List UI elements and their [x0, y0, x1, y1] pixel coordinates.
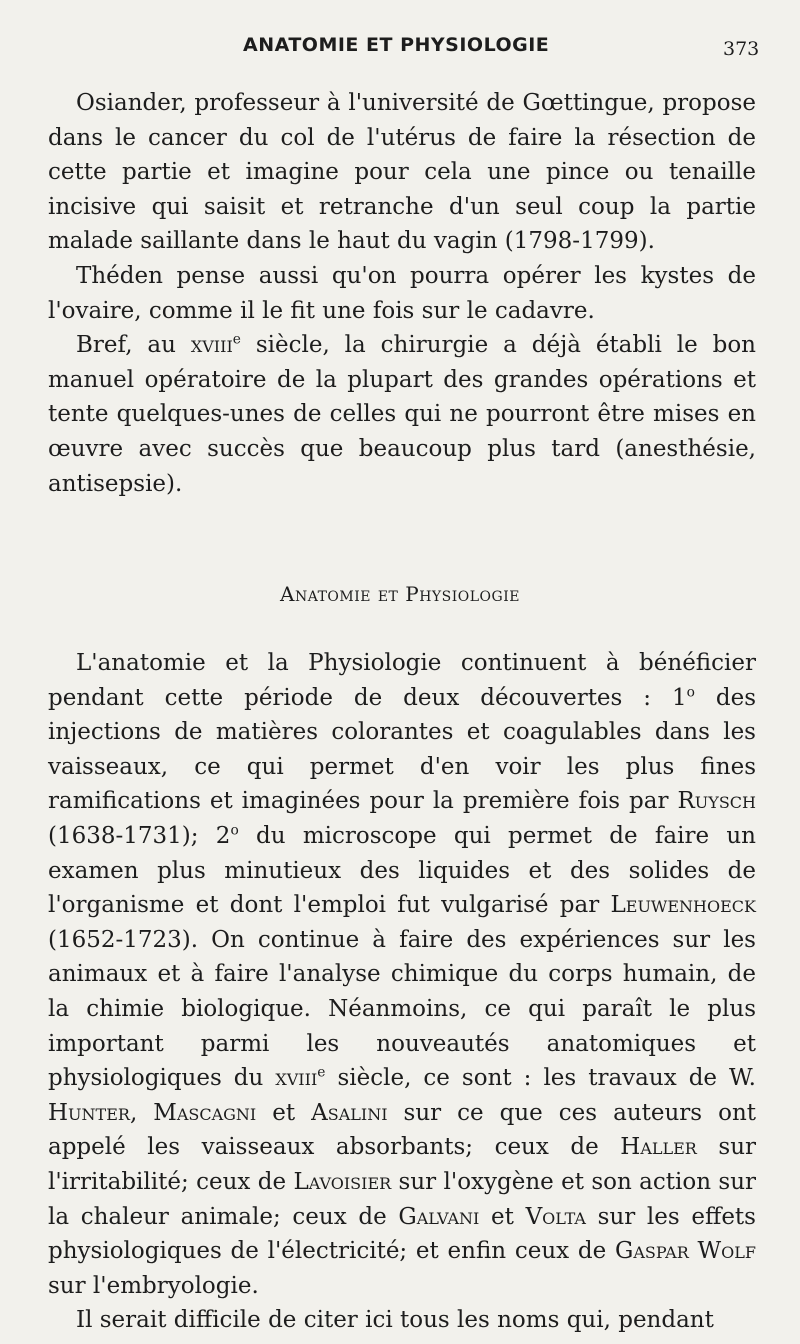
author-name: Leuwenhoeck	[610, 892, 756, 919]
ordinal-superscript: o	[230, 822, 239, 839]
text-run: Bref, au	[76, 332, 191, 359]
surgery-section	[48, 86, 756, 501]
paragraph-anatomy	[48, 646, 756, 1303]
century-numeral: xviii	[275, 1065, 318, 1092]
century-numeral: xviii	[190, 332, 233, 359]
century-superscript: e	[317, 1064, 326, 1081]
text-run: ,	[129, 1099, 154, 1126]
text-run: sur les effets physiologiques de l'électricité; et enfin ceux de	[48, 1203, 756, 1265]
text-run: (1638-1731); 2	[48, 822, 231, 849]
author-name: Gaspar Wolf	[614, 1238, 756, 1265]
running-head	[0, 34, 800, 64]
text-run: siècle, la chirurgie a déjà établi le bon manuel opératoire de la plupart des grandes opérations et tente quelques-unes de celles qui ne pourront être mises en œuvre avec succès que beaucoup plus tard (anesthésie, antisepsie).	[48, 332, 756, 497]
paragraph-summary	[48, 328, 756, 501]
text-run: L'anatomie et la Physiologie continuent à bénéficier pendant cette période de deux découvertes : 1	[48, 650, 756, 711]
section-heading: Anatomie et Physiologie	[280, 582, 520, 606]
author-name: Lavoisier	[293, 1168, 392, 1195]
author-name: Volta	[525, 1203, 586, 1230]
paragraph-theden: Théden pense aussi qu'on pourra opérer les kystes de l'ovaire, comme il le fit une fois sur le cadavre.	[48, 262, 756, 324]
text-run: du microscope qui permet de faire un examen plus minutieux des liquides et des solides de l'organisme et dont l'emploi fut vulgarisé par	[48, 822, 756, 919]
running-title: ANATOMIE ET PHYSIOLOGIE	[243, 34, 550, 56]
text-run: siècle, ce sont : les travaux de W.	[325, 1065, 756, 1092]
page-number: 373	[723, 38, 760, 60]
author-name: Galvani	[398, 1203, 480, 1230]
paragraph-osiander: Osiander, professeur à l'université de Gœttingue, propose dans le cancer du col de l'utérus de faire la résection de cette partie et imagine pour cela une pince ou tenaille incisive qui saisit et retranche d'un seul coup la partie malade saillante dans le haut du vagin (1798-1799).	[48, 90, 756, 255]
author-name: Mascagni	[153, 1099, 257, 1126]
century-superscript: e	[232, 331, 241, 348]
author-name: Haller	[620, 1134, 697, 1161]
author-name: Asalini	[311, 1099, 388, 1126]
text-run: et	[479, 1203, 526, 1230]
text-run: sur l'embryologie.	[48, 1272, 259, 1299]
text-run: (1652-1723). On continue à faire des expériences sur les animaux et à faire l'analyse chimique du corps humain, de la chimie biologique. Néanmoins, ce qui paraît le plus important parmi les nouveautés anatomiques et physiologiques du	[48, 926, 756, 1092]
ordinal-superscript: o	[686, 683, 695, 700]
paragraph-continuation: Il serait difficile de citer ici tous les noms qui, pendant	[76, 1307, 714, 1334]
author-name: Hunter	[48, 1099, 130, 1126]
text-run: sur l'oxygène et son action sur la chaleur animale; ceux de	[48, 1168, 756, 1230]
anatomy-section	[48, 646, 756, 1338]
text-run: et	[256, 1099, 312, 1126]
text-run: sur l'irritabilité; ceux de	[48, 1134, 757, 1195]
text-run: sur ce que ces auteurs ont appelé les vaisseaux absorbants; ceux de	[48, 1099, 757, 1161]
author-name: Ruysch	[677, 788, 756, 815]
text-run: des injections de matières colorantes et coagulables dans les vaisseaux, ce qui permet d'en voir les plus fines ramifications et imaginées pour la première fois par	[48, 684, 756, 815]
